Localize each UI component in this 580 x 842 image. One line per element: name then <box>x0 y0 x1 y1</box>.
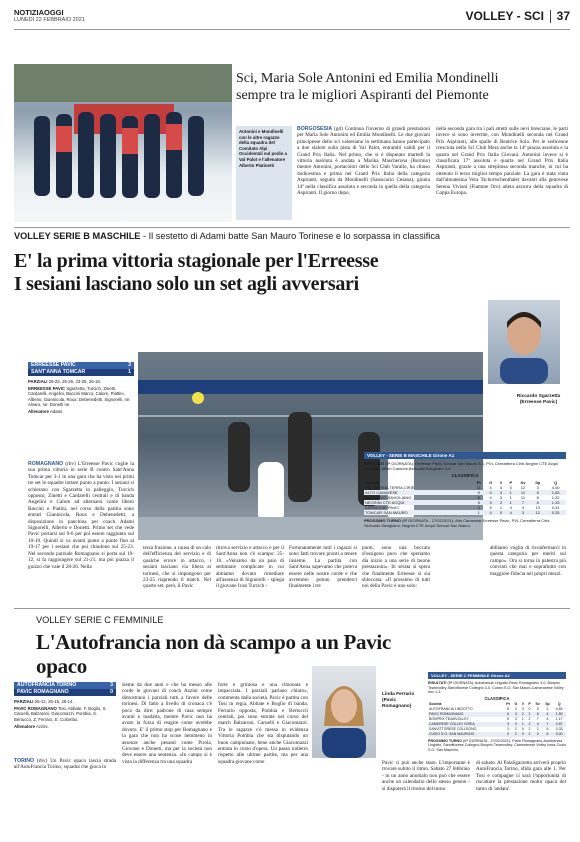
table-cell: BONPRIX TEAMVOLLEY <box>429 716 470 721</box>
volley-b-article-col3: ritrova servizio e attacco e per il Sant'Anna non c'è scampo: 25-16. «Veniamo da un paio di settimane complicate in cui abbiamo dovuto rimediare all'assenza di Signorelli - spiega il giovane Ivan Turcich - <box>216 545 284 590</box>
sgarzetta-portrait <box>488 300 560 384</box>
table-cell: 12 <box>520 485 526 490</box>
table-cell: 7 <box>542 722 552 727</box>
ski-headline-line1: Sci, Maria Sole Antonini ed Emilia Mondinelli <box>236 71 499 86</box>
volley-c-col1-text: Un Pavic opaco lascia strada all'AutoFrancia Torino, squadra che gioca in <box>14 758 117 771</box>
table-cell: 3 <box>516 510 531 515</box>
table-cell: 0 <box>521 726 524 731</box>
volley-c-article-col5: di sabato. Al PalaSgarzetta arriverà proprio AutoFrancia Torino, sfida gara alle 1. Per Tosi e compagne ci sarà l'opportunità di riscattare la prestazione molto opaca del turno di 'andata'. <box>476 760 566 792</box>
table-cell: 6 <box>530 490 545 495</box>
table-cell: 2 <box>536 726 539 731</box>
volley-c-coach <box>14 724 116 729</box>
standings-c-body <box>428 707 566 737</box>
volley-c-scorebox <box>14 682 116 729</box>
volley-c-article-col2: sieme da due anni e che ha messo alle corde le giovani di coach Azzini come dimostrano i parziali tutti a favore delle torinesi. Di fatto a livello di cronaca c'è poco da dire: padrone di casa sempre avanti e inadatta, mentre Pavic non ha avuto la forza di reagire come avrebbe dovuto. E' il primo stop per Romagnano e la gara che non ha scuse nemmeno in assenze anche pesanti come Pirola, Giovane e Donetti, ma per la società non deve essere una sentenza. «In campo si è vista la differenza tra una squadra <box>122 682 212 765</box>
table-cell: ALTO CANAVESE <box>364 490 472 495</box>
table-cell: 6 <box>504 712 512 717</box>
volley-c-partials-label: PARZIALI <box>14 699 34 704</box>
volley-b-article-col5: punti, sono una boccata d'ossigeno puro che speriamo dia inizio a una serie di buone prestazioni». In serata si spera che finalmente Erreesse si sia sbloccata: «Il prossimo di tutti noi della Pavic è uno solo: <box>362 545 430 590</box>
section-rule <box>14 608 570 609</box>
table-cell: 1 <box>506 500 516 505</box>
volley-c-byline: (rbv) <box>36 758 48 764</box>
table-cell: NEGRINI CTE ACQUI <box>364 500 472 505</box>
table-cell: 3 <box>536 485 539 490</box>
table-cell: 2 <box>526 722 533 727</box>
table-cell: 3 <box>499 495 503 500</box>
volley-b-article-col6: abbiamo voglia di riconfermarci in questa categoria per meriti sul campo». Ora si torna in palestra più convinti che mai e soprattutto con maggiore fiducia nei propri mezzi. <box>490 545 566 577</box>
table-cell: CAMERESE VOLLEY IVREA <box>428 722 504 727</box>
volley-c-lineup <box>14 706 116 722</box>
table-cell: 2 <box>520 712 527 717</box>
volley-b-kicker-text: - Il sestetto di Adami batte San Mauro Torinese e lo sorpassa in classifica <box>140 231 441 241</box>
table-cell: 5 <box>489 505 492 510</box>
standings-c-results-value: (5ª GIORNATA): Autofrancia Lingotto-Pavic Romagnano 3-0, Bonprix Teamvolley-Sanvittorese Collegno 3-0, Cuneo S.O. San Mauro-Cameranese Volley rinv 1-3. <box>428 681 564 695</box>
table-cell: 4,00 <box>551 485 560 490</box>
volley-c-kicker: VOLLEY SERIE C FEMMINILE <box>36 615 164 625</box>
volley-b-home-score: 3 <box>128 362 131 368</box>
standings-b-col: P <box>509 480 513 485</box>
ski-dateline: BORGOSESIA <box>297 126 333 132</box>
volley-b-home-team: ERREESSE PAVIC <box>31 362 76 368</box>
volley-b-kicker-league: VOLLEY SERIE B MASCHILE <box>14 231 141 241</box>
volley-b-partials-value: 25-23, 26-26, 23-25, 25-16. <box>48 379 102 384</box>
table-cell: 13 <box>535 505 540 510</box>
volley-b-away-team: SANT'ANNA TOMCAR <box>31 369 86 375</box>
volley-c-dateline: TORINO <box>14 758 35 764</box>
table-cell: 1 <box>506 490 516 495</box>
ski-team-photo-illustration <box>14 64 232 222</box>
table-cell: 3 <box>521 706 524 711</box>
table-cell: 2 <box>528 716 531 721</box>
table-cell: 7 <box>516 500 531 505</box>
table-cell: 2 <box>496 500 506 505</box>
ski-byline: (gd) <box>334 126 343 132</box>
table-cell: 9 <box>472 490 485 495</box>
standings-b-col: Società <box>365 480 380 485</box>
table-cell: 0 <box>496 510 506 515</box>
standings-b-classifica-title: CLASSIFICA <box>451 473 479 478</box>
volley-c-home-score: 3 <box>110 682 113 688</box>
ferrario-portrait <box>312 666 376 758</box>
table-cell: 6 <box>533 712 543 717</box>
volley-b-article-col1 <box>28 461 134 570</box>
sgarzetta-caption: Riccardo Sgarzetta (Erreesse Pavic) <box>516 394 561 405</box>
standings-b-col: Sp <box>535 480 541 485</box>
table-cell: 11 <box>476 485 481 490</box>
volley-b-partials <box>28 379 134 384</box>
volley-b-coach-label: Allenatore <box>28 409 50 415</box>
table-cell: 5 <box>472 500 485 505</box>
volley-c-away-score: 0 <box>110 689 113 695</box>
ferrario-caption: Linda Ferrario (Pavic Romagnano) <box>382 692 415 709</box>
volley-c-score-row-away <box>14 689 116 696</box>
table-cell: 4 <box>521 505 525 510</box>
standings-c-col: Pt <box>506 701 510 706</box>
table-cell: 3 <box>512 712 519 717</box>
table-cell: 4 <box>533 722 543 727</box>
ski-article-col1 <box>297 126 430 196</box>
sgarzetta-portrait-illustration <box>488 300 560 384</box>
section-title: VOLLEY - SCI <box>465 9 544 23</box>
volley-c-score-row-home <box>14 682 116 689</box>
page-number: 37 <box>556 9 570 23</box>
standings-c-col: P <box>528 701 531 706</box>
standings-b-next-value: (6ª GIORNATA - 27/02/2021): Alto Canavese-Erreesse Pavic, PVL Cerealterra Ciriè-Sertoado Savigliano, Negrini CTE Acqui-Tomcar San Mauro. <box>364 518 551 528</box>
table-cell: AUTOFRANCIA LINGOTTO <box>429 706 473 711</box>
table-cell: 3 <box>504 722 512 727</box>
table-cell: 1,22 <box>551 495 560 500</box>
volley-b-coach-value: Adami. <box>49 409 64 415</box>
table-cell: 4 <box>542 712 552 717</box>
ski-team-photo <box>14 64 232 222</box>
ski-headline <box>236 70 566 104</box>
volley-b-lineup <box>28 386 134 407</box>
table-cell: 6 <box>542 732 552 737</box>
standings-b-body <box>364 485 566 515</box>
ski-article-col2: nella seconda gara tra i pali stretti sulle nevi bresciane, le parti invece si sono invertite, con Mondinelli seconda nel Grand Prix Aspiranti, alle spalle di Beatrice Sola. Per le sedicenne cresciuta nello Sci Club Mera anche la 14ª piazza assoluta e la quarta nel Grand Prix Italia Giovani. Antonini invece si è classificata 17ª assoluta e quarta nel Grand Prix Italia Aspiranti, grazie a una strepitosa seconda manche, in cui ha ottenuto il terzo miglior tempo parziale. La gara è stata vinta dall'altoatesina Vera Tschurtschenthaler davanti alla genovese Serena Viviani (Fiamme Oro) atleta azzurra della squadra di Coppa Europa. <box>436 126 568 197</box>
volley-c-article-col1 <box>14 758 116 771</box>
table-cell: 3 <box>514 706 517 711</box>
table-row <box>428 732 566 737</box>
table-cell: 0 <box>528 706 531 711</box>
standings-c-col: V <box>521 701 525 706</box>
standings-b-box <box>364 452 566 528</box>
table-cell: ERREESSE PAVIC <box>365 505 400 510</box>
volley-c-coach-value: Azzini. <box>35 723 49 729</box>
table-cell: 3 <box>514 716 517 721</box>
standings-b-col: Pt <box>476 480 481 485</box>
standings-b-col: V <box>499 480 503 485</box>
table-cell: 1,17 <box>555 716 563 721</box>
table-cell: 4 <box>506 510 516 515</box>
ski-photo-caption: Antonini e Mondinelli con le altre ragazze della squadra del Comitato Alpi Occidentali sul podio a Val Palot e l'allenatore Alberto Platinetti <box>239 129 288 168</box>
table-cell: 0,31 <box>551 505 560 510</box>
table-cell: 3 <box>496 490 506 495</box>
table-cell: 2 <box>512 732 519 737</box>
ski-headline-line2: sempre tra le migliori Aspiranti del Piemonte <box>236 88 489 103</box>
standings-c-next-label: PROSSIMO TURNO <box>428 738 463 743</box>
table-cell: 0 <box>509 485 512 490</box>
volley-b-headline <box>14 250 484 296</box>
standings-b-col: Q <box>554 480 558 485</box>
table-cell: CUSIO S.O. SAN MAURIZIO <box>428 732 504 737</box>
volley-b-coach <box>28 409 134 414</box>
table-cell: 0,25 <box>545 510 566 515</box>
table-cell: 12 <box>530 510 545 515</box>
table-cell: TOMCAR SAN MAURO <box>364 510 472 515</box>
section-divider <box>550 10 551 23</box>
table-cell: 0,57 <box>552 722 566 727</box>
standings-c-col: G <box>514 701 518 706</box>
standings-b-results <box>364 461 566 471</box>
table-cell: 1 <box>526 712 533 717</box>
volley-b-lineup-value: Sgarzetta, Turcich, Zinetti, Cardarelli, Angelini, Baccini Marco, Calore, Piattini, Alberio, Giannicola, Roux, Debenedetti, Signorelli, ne: Alvaro, ne: Donetti ne. <box>28 386 131 407</box>
standings-b-col: Sv <box>520 480 526 485</box>
publication-date: LUNEDÌ 22 FEBBRAIO 2021 <box>14 17 85 23</box>
table-cell: 5 <box>507 716 510 721</box>
table-cell: 6 <box>546 716 549 721</box>
volley-c-headline: L'Autofrancia non dà scampo a un Pavic opaco <box>36 630 391 678</box>
volley-b-article-col2: terza frazione, a causa di un calo dell'efficienza del servizio e di qualche errore in attacco, i sesiani lasciano via libera ai torinesi, che si impongono per 23-25 riaprendo il match. Nel quarto set, però, il Pavic <box>143 545 211 590</box>
volley-c-coach-label: Allenatore <box>14 723 36 729</box>
volley-b-col1-text: L'Erreesse Pavic coglie la sua prima vittoria in serie B contro Sant'Anna Tomcar per 3-1 in una gara che ha visto nei primi tre set le squadre lottare punto a punto. I sesiani si schierano con Sgarzetta in palleggio, Turcich opposto, Zinetti e Cardarelli centrali e di banda Angelini e Calore ad alternarsi come libero Baccini e Piatini, nel corso della partita sono entrati Giannicola, Roux e Debenedetti, a disposizione in panchina per coach Adami Signorelli, Alberio e Donetti. Primo set che vede Pavic portarsi sul 9-6 per poi essere raggiunto sul 10-10. Quindi si va avanti punto a punto fino al 19-17 per i sesiani che poi chiudono sul 25-23. Nel secondo parziale Romagnano si porta sul 19-12, si fa raggiungere sul 21-21, ma poi piazza il guizzo che vale il 28-26. Nella <box>28 461 135 570</box>
standings-c-next-value: (6ª GIORNATA - 27/02/2021): Pavic Romagnano-Autofrancia Lingotto, Sanvittorese Collegno-Bonprix Teamvolley, Cameranese Volley Ivrea-Cusio S.O. San Maurizio. <box>428 738 567 752</box>
table-cell: 8 <box>477 495 480 500</box>
table-cell: SANVITTORESE COLLEGNO <box>429 726 477 731</box>
table-cell: 1 <box>509 495 512 500</box>
table-cell: 1 <box>521 716 524 721</box>
standings-c-col: Sv <box>535 701 540 706</box>
ski-photo-caption-box <box>236 126 292 220</box>
volley-c-home-team: AUTOFRANCIA TORINO <box>17 682 77 688</box>
standings-c-classifica-title: CLASSIFICA <box>484 695 510 701</box>
table-cell: 9 <box>536 706 539 711</box>
volley-b-headline-line2: I sesiani lasciano solo un set agli avversari <box>14 273 359 295</box>
standings-c-col: Sp <box>545 701 550 706</box>
table-cell: 0 <box>533 732 543 737</box>
standings-b-next <box>364 518 566 528</box>
table-cell: 3 <box>512 722 519 727</box>
table-cell: 0 <box>520 732 527 737</box>
table-cell: 1 <box>472 510 485 515</box>
table-cell: 8 <box>536 495 539 500</box>
table-cell: PAVIC ROMAGNANO <box>428 712 504 717</box>
standings-c-results-label: RISULTATI <box>428 681 447 685</box>
table-cell: 3 <box>477 505 480 510</box>
volley-b-score-row-away <box>28 369 134 376</box>
volley-b-partials-label: PARZIALI <box>28 379 48 384</box>
volley-b-away-score: 1 <box>128 369 131 375</box>
table-cell: 4 <box>489 495 492 500</box>
table-cell: 2 <box>528 726 531 731</box>
ski-col1-text: Continua l'inverno di grandi prestazioni per Maria Sole Antonini ed Emilia Mondinelli. Le due giovani principesse dello sci valsesiano in settimana hanno partecipato a due slalom sulla pista di Val Palot, entrambi validi per il Grand Prix Italia. Nel primo, che si è disputato martedì la vittoria assoluta è andata a Marika Mascherona (Bormio) mentre Antonini, portacolori dello Sci Club Varallo, ha chiuso dodicesima e prima nel Grand Prix Italia della categoria Aspiranti, seguita da Mondinelli (Sansicario Cesana), giunta 14ª nella classifica assoluta e seconda in quella della categoria Aspiranti. Il giorno dopo, <box>297 126 431 197</box>
table-cell: 6 <box>530 500 545 505</box>
publication-name: NOTIZIAOGGI <box>14 8 64 17</box>
table-cell: 4 <box>509 505 512 510</box>
table-cell: 0,33 <box>555 726 563 731</box>
table-cell: MARMIZZO SAVIGLIANO <box>365 495 412 500</box>
table-cell: 3 <box>485 500 496 505</box>
table-cell: 1,83 <box>545 490 566 495</box>
standings-c-table <box>428 702 566 737</box>
table-cell: 11 <box>516 490 531 495</box>
table-cell: 2 <box>546 706 549 711</box>
standings-b-next-label: PROSSIMO TURNO <box>364 518 401 523</box>
table-cell: PVL CEREALTERRA CIRIÈ <box>365 485 415 490</box>
table-cell: 6 <box>546 726 549 731</box>
standings-b-col: G <box>489 480 493 485</box>
table-row <box>364 510 566 515</box>
table-cell: 0 <box>504 732 512 737</box>
volley-b-article-col4: Fortunatamente tutti i ragazzi si sono fatti trovare pronti a tenere insieme. La partita con Sant'Anna sapevamo che poteva essere nelle nostre corde e che avremmo potuto prendercí finalmente i tre <box>289 545 357 590</box>
volley-c-article-col4: Pavic ci può anche stare. L'importante è trovare subito il ritmo. Sabato 27 febbraio - in un anno anomalo non può che essere anche un calendario dello stesso genere - si disputerà il ritorno del turno <box>382 760 470 792</box>
table-cell: 4 <box>485 490 496 495</box>
standings-b-results-label: RISULTATI <box>364 461 384 466</box>
ferrario-portrait-illustration <box>312 666 376 758</box>
table-cell: 4 <box>499 485 503 490</box>
section-rule <box>14 227 570 228</box>
table-cell: 1,50 <box>552 712 566 717</box>
volley-b-scorebox <box>28 362 134 414</box>
volley-c-partials-value: 25-12, 25-15, 25-14. <box>34 699 74 704</box>
table-cell: 1 <box>499 505 503 510</box>
standings-b-header: VOLLEY - SERIE B MASCHILE Girone A1 <box>364 452 566 459</box>
volley-c-partials <box>14 699 116 704</box>
standings-c-next <box>428 739 566 753</box>
table-cell: 11 <box>520 495 526 500</box>
table-cell: 0,00 <box>552 732 566 737</box>
volley-c-away-team: PAVIC ROMAGNANO <box>17 689 69 695</box>
volley-b-lineup-label: ERREESSE PAVIC <box>28 386 66 392</box>
table-cell: 1,33 <box>545 500 566 505</box>
volley-c-article-col3: forte e grintosa e una rimonata e impacciata. I parziali parlano chiaro», commenta dalla società. Pavic è partita con Tosi in regia, Abbate e Boglio di banda, Ferrario opposta, Pombia e Bertoccii centrali, poi sono entrate nel corso del match Balzaroni, Caruelli e Giacomazzi. Tra le ragazze c'è messa in evidenza Vittoria Pombia che sta disputando un buon campionato, bene anche Giacomazzi entrata in corso d'opera. Un passo indietro rispetto alle ultime partite, ma per una squadra giovane come <box>218 682 308 765</box>
table-cell: 4 <box>485 510 496 515</box>
standings-c-col: Società <box>429 701 442 706</box>
table-cell: 8 <box>507 706 510 711</box>
masthead <box>14 8 570 30</box>
standings-c-results <box>428 681 566 695</box>
volley-b-headline-line1: E' la prima vittoria stagionale per l'Erreesse <box>14 250 379 272</box>
table-cell: 2 <box>514 726 517 731</box>
standings-c-col: Q <box>557 701 561 706</box>
standings-b-results-value: (5ª GIORNATA): Erreesse Pavic-Tomcar San Mauro 3-1, PVL Cerealterra Ciriè-Negrini CTE Acqui (rinviata), Alfieri Cannoni-Bertoado Borgolaro 3-0. <box>364 461 559 471</box>
standings-c-box <box>428 672 566 753</box>
table-cell: 2 <box>507 726 510 731</box>
volley-b-score-row-home <box>28 362 134 369</box>
table-cell: 4,50 <box>555 706 563 711</box>
volley-b-dateline: ROMAGNANO <box>28 461 64 467</box>
table-cell: 7 <box>536 716 539 721</box>
table-cell: 1 <box>520 722 527 727</box>
standings-c-header: VOLLEY - SERIE C FEMMINILE Girone A2 <box>428 672 566 679</box>
volley-b-kicker <box>14 231 570 241</box>
table-cell: 2 <box>526 732 533 737</box>
volley-b-byline: (rbv) <box>65 461 76 467</box>
table-cell: 4 <box>489 485 492 490</box>
volley-c-lineup-label: PAVIC ROMAGNANO <box>14 706 57 712</box>
standings-b-table <box>364 480 566 515</box>
volley-c-lineup-value: Tosi, Abbate, F. Boglio, S. Caruelli, Balzaroni, Giacomazzi, Pombia, S. Bertucco, Z. Ferraro, E. Colombo. <box>14 706 107 722</box>
